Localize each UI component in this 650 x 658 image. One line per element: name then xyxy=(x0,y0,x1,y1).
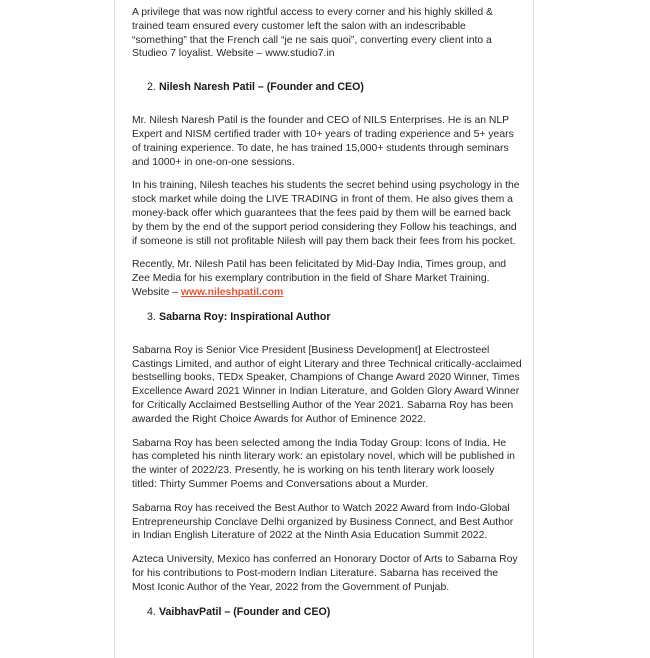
section-heading-list xyxy=(132,310,522,324)
section-title: Nilesh Naresh Patil – (Founder and CEO) xyxy=(159,81,364,94)
section-heading-list xyxy=(132,80,522,94)
section-heading-vaibhav xyxy=(132,605,522,619)
nilesh-paragraph-2: In his training, Nilesh teaches his students the secret behind using psychology in the stock market while doing the LIVE TRADING in front of them. He also gives them a money-back offer which guarantees that the fees paid by them will be earned back by them by the end of the support period considering they Follow his teachings, and if someone is still not profitable Nilesh will pay them back their fees from his pocket. xyxy=(132,180,520,247)
nilesh-paragraph-1: Mr. Nilesh Naresh Patil is the founder and CEO of NILS Enterprises. He is an NLP Expert and NISM certified trader with 10+ years of trading experience and 5+ years of training experience. To date, he has trained 15,000+ students through seminars and 1000+ in one-on-one sessions. xyxy=(132,115,514,168)
section-number: 2. xyxy=(147,81,156,94)
nilesh-website-link[interactable]: www.nileshpatil.com xyxy=(180,286,284,298)
sabarna-paragraph-2: Sabarna Roy has been selected among the India Today Group: Icons of India. He has completed his ninth literary work: an epistolary novel, which will be published in the winter of 2022/23. Presently, he is working on his tenth literary work loosely titled: Thirty Summer Poems and Conversations about a Murder. xyxy=(132,437,515,490)
section-title: Sabarna Roy: Inspirational Author xyxy=(159,310,331,323)
section-number: 3. xyxy=(147,310,156,323)
nilesh-paragraph-3 xyxy=(132,258,522,299)
section-heading-nilesh xyxy=(132,80,522,94)
intro-paragraph: A privilege that was now rightful access to every corner and his highly skilled & trained team ensured every customer left the salon with an indescribable “something” that the French call “je ne sais quoi”, converting every client into a Studieo 7 loyalist. Website – www.studio7.in xyxy=(132,7,493,60)
section-heading-list xyxy=(132,605,522,619)
sabarna-paragraph-1: Sabarna Roy is Senior Vice President [Business Development] at Electrosteel Castings Limited, and author of eight Literary and three Technical critically-acclaimed bestselling books, TEDx Speaker, Champions of Change Award 2020 Winner, Times Excellence Award 2021 Winner in Indian Literature, and Golden Glory Award Winner for Critically Acclaimed Bestselling Author of the Year 2021. Sabarna Roy has been awarded the Right Choice Awards for Author of Eminence 2022. xyxy=(132,344,522,425)
section-number: 4. xyxy=(147,605,156,618)
nilesh-paragraph-3-text: Recently, Mr. Nilesh Patil has been felicitated by Mid-Day India, Times group, and Zee Media for his exemplary contribution in the field of Share Market Training. Website – xyxy=(132,259,507,298)
sabarna-paragraph-3: Sabarna Roy has received the Best Author to Watch 2022 Award from Indo-Global Entrepreneurship Conclave Delhi organized by Business Connect, and Best Author in Indian English Literature of 2022 at the Ninth Asia Education Summit 2022. xyxy=(132,502,514,542)
section-heading-sabarna xyxy=(132,310,522,324)
article-body xyxy=(132,6,522,619)
sabarna-paragraph-4: Azteca University, Mexico has conferred an Honorary Doctor of Arts to Sabarna Roy for his contributions to Post-modern Indian Literature. Sabarna has received the Most Iconic Author of the Year, 2022 from the Government of Punjab. xyxy=(132,554,518,593)
section-title: VaibhavPatil – (Founder and CEO) xyxy=(159,605,331,618)
